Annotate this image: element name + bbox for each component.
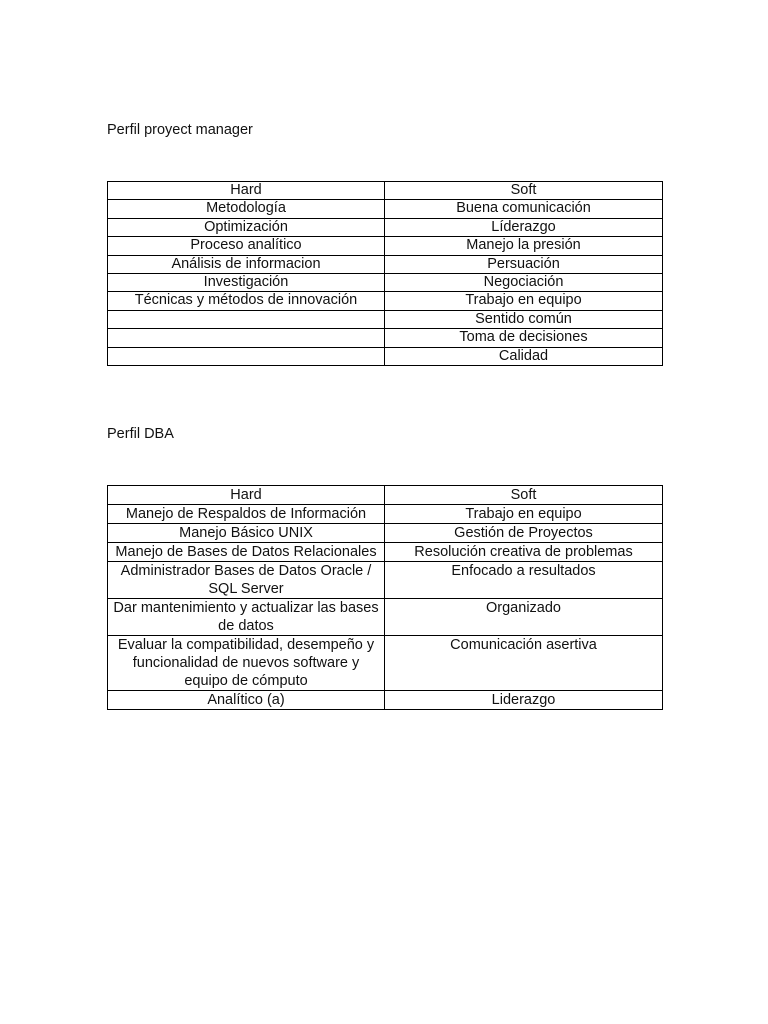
hard-skill-cell: Analítico (a): [108, 691, 385, 710]
soft-skill-cell: Líderazgo: [385, 218, 663, 236]
hard-skill-cell: Investigación: [108, 274, 385, 292]
table-row: [108, 218, 663, 236]
hard-skill-cell: Análisis de informacion: [108, 255, 385, 273]
dba-skills-table: [107, 485, 663, 710]
table-row: [108, 636, 663, 691]
table-row: [108, 562, 663, 599]
header-hard: Hard: [108, 182, 385, 200]
table-header-row: [108, 486, 663, 505]
table-row: [108, 599, 663, 636]
soft-skill-cell: Liderazgo: [385, 691, 663, 710]
hard-skill-cell: Manejo de Bases de Datos Relacionales: [108, 543, 385, 562]
table-row: [108, 237, 663, 255]
hard-skill-cell: [108, 329, 385, 347]
soft-skill-cell: Manejo la presión: [385, 237, 663, 255]
soft-skill-cell: Gestión de Proyectos: [385, 524, 663, 543]
hard-skill-cell: Administrador Bases de Datos Oracle / SQL Server: [108, 562, 385, 599]
section-title-dba: Perfil DBA: [107, 426, 174, 442]
soft-skill-cell: Trabajo en equipo: [385, 505, 663, 524]
header-soft: Soft: [385, 486, 663, 505]
soft-skill-cell: Comunicación asertiva: [385, 636, 663, 691]
soft-skill-cell: Enfocado a resultados: [385, 562, 663, 599]
soft-skill-cell: Calidad: [385, 347, 663, 365]
soft-skill-cell: Resolución creativa de problemas: [385, 543, 663, 562]
soft-skill-cell: Buena comunicación: [385, 200, 663, 218]
table-row: [108, 255, 663, 273]
table-row: [108, 329, 663, 347]
soft-skill-cell: Sentido común: [385, 310, 663, 328]
hard-skill-cell: Manejo de Respaldos de Información: [108, 505, 385, 524]
soft-skill-cell: Trabajo en equipo: [385, 292, 663, 310]
hard-skill-cell: [108, 310, 385, 328]
hard-skill-cell: Técnicas y métodos de innovación: [108, 292, 385, 310]
hard-skill-cell: Proceso analítico: [108, 237, 385, 255]
hard-skill-cell: Dar mantenimiento y actualizar las bases de datos: [108, 599, 385, 636]
soft-skill-cell: Negociación: [385, 274, 663, 292]
hard-skill-cell: Metodología: [108, 200, 385, 218]
table-row: [108, 347, 663, 365]
hard-skill-cell: Optimización: [108, 218, 385, 236]
table-row: [108, 505, 663, 524]
hard-skill-cell: [108, 347, 385, 365]
table-row: [108, 543, 663, 562]
soft-skill-cell: Persuación: [385, 255, 663, 273]
hard-skill-cell: Manejo Básico UNIX: [108, 524, 385, 543]
table-row: [108, 524, 663, 543]
table-row: [108, 310, 663, 328]
table-row: [108, 274, 663, 292]
header-soft: Soft: [385, 182, 663, 200]
section-title-project-manager: Perfil proyect manager: [107, 122, 253, 138]
table-row: [108, 292, 663, 310]
table-row: [108, 691, 663, 710]
soft-skill-cell: Toma de decisiones: [385, 329, 663, 347]
hard-skill-cell: Evaluar la compatibilidad, desempeño y funcionalidad de nuevos software y equipo de cómputo: [108, 636, 385, 691]
project-manager-skills-table: [107, 181, 663, 366]
soft-skill-cell: Organizado: [385, 599, 663, 636]
table-header-row: [108, 182, 663, 200]
header-hard: Hard: [108, 486, 385, 505]
table-row: [108, 200, 663, 218]
